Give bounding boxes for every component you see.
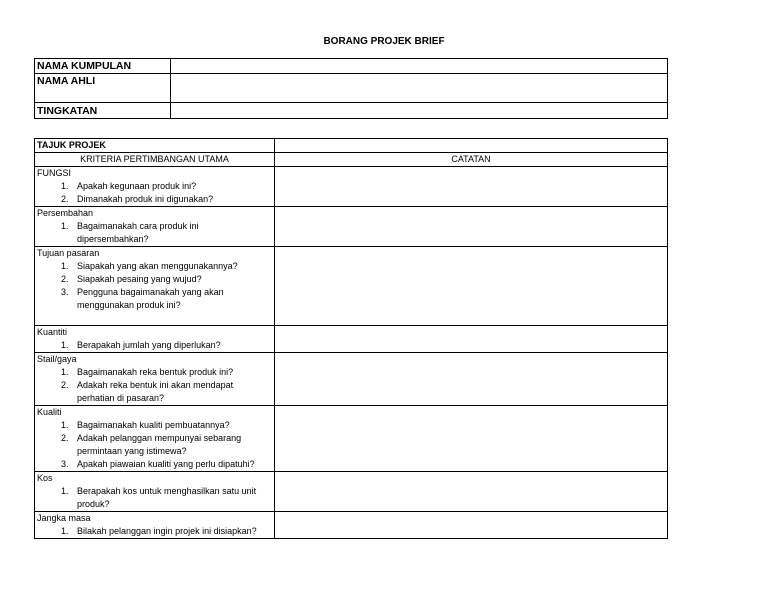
form-level-field[interactable] xyxy=(171,103,668,119)
criteria-heading: FUNGSI xyxy=(37,168,72,178)
criteria-heading: Persembahan xyxy=(37,208,94,218)
group-name-row xyxy=(35,59,668,74)
criteria-cell xyxy=(35,326,275,353)
members-row xyxy=(35,74,668,103)
criteria-item: 2. Siapakah pesaing yang wujud? xyxy=(71,273,272,286)
criteria-item: 3. Apakah piawaian kualiti yang perlu dipatuhi? xyxy=(71,458,272,471)
criteria-heading: Kos xyxy=(37,473,53,483)
criteria-item: 1. Siapakah yang akan menggunakannya? xyxy=(71,260,272,273)
group-name-field[interactable] xyxy=(171,59,668,74)
notes-header: CATATAN xyxy=(275,153,668,167)
members-field[interactable] xyxy=(171,74,668,103)
group-info-table xyxy=(34,58,668,119)
notes-cell[interactable] xyxy=(275,326,668,353)
criteria-row-quantity xyxy=(35,326,668,353)
criteria-cell xyxy=(35,207,275,247)
criteria-table xyxy=(34,138,668,539)
notes-cell[interactable] xyxy=(275,353,668,406)
group-name-label: NAMA KUMPULAN xyxy=(35,59,171,74)
criteria-item: 1. Bagaimanakah cara produk ini dipersembahkan? xyxy=(71,220,272,246)
criteria-item: 2. Adakah reka bentuk ini akan mendapat perhatian di pasaran? xyxy=(71,379,272,405)
header-row xyxy=(35,153,668,167)
criteria-heading: Kualiti xyxy=(37,407,62,417)
notes-cell[interactable] xyxy=(275,406,668,472)
notes-cell[interactable] xyxy=(275,472,668,512)
members-label: NAMA AHLI xyxy=(35,74,171,103)
form-level-row xyxy=(35,103,668,119)
criteria-row-target-market xyxy=(35,247,668,326)
spacer xyxy=(37,312,272,325)
criteria-item: 2. Dimanakah produk ini digunakan? xyxy=(71,193,272,206)
criteria-item: 3. Pengguna bagaimanakah yang akan menggunakan produk ini? xyxy=(71,286,272,312)
criteria-row-cost xyxy=(35,472,668,512)
criteria-row-function xyxy=(35,167,668,207)
criteria-heading: Stail/gaya xyxy=(37,354,77,364)
notes-cell[interactable] xyxy=(275,247,668,326)
criteria-heading: Jangka masa xyxy=(37,513,91,523)
criteria-row-quality xyxy=(35,406,668,472)
criteria-item: 1. Berapakah kos untuk menghasilkan satu unit produk? xyxy=(71,485,272,511)
form-title: BORANG PROJEK BRIEF xyxy=(323,36,445,47)
criteria-cell xyxy=(35,512,275,539)
form-level-label: TINGKATAN xyxy=(35,103,171,119)
notes-cell[interactable] xyxy=(275,207,668,247)
criteria-header: KRITERIA PERTIMBANGAN UTAMA xyxy=(35,153,275,167)
criteria-row-style xyxy=(35,353,668,406)
criteria-item: 1. Apakah kegunaan produk ini? xyxy=(71,180,272,193)
project-title-label: TAJUK PROJEK xyxy=(35,139,275,153)
criteria-cell xyxy=(35,472,275,512)
criteria-cell xyxy=(35,406,275,472)
notes-cell[interactable] xyxy=(275,512,668,539)
criteria-item: 1. Bagaimanakah kualiti pembuatannya? xyxy=(71,419,272,432)
criteria-row-presentation xyxy=(35,207,668,247)
project-title-row xyxy=(35,139,668,153)
criteria-heading: Tujuan pasaran xyxy=(37,248,100,258)
criteria-item: 1. Berapakah jumlah yang diperlukan? xyxy=(71,339,272,352)
criteria-heading: Kuantiti xyxy=(37,327,68,337)
criteria-cell xyxy=(35,167,275,207)
project-title-field[interactable] xyxy=(275,139,668,153)
criteria-row-timeframe xyxy=(35,512,668,539)
criteria-item: 2. Adakah pelanggan mempunyai sebarang permintaan yang istimewa? xyxy=(71,432,272,458)
criteria-item: 1. Bagaimanakah reka bentuk produk ini? xyxy=(71,366,272,379)
criteria-item: 1. Bilakah pelanggan ingin projek ini disiapkan? xyxy=(71,525,272,538)
notes-cell[interactable] xyxy=(275,167,668,207)
criteria-cell xyxy=(35,353,275,406)
criteria-cell xyxy=(35,247,275,326)
